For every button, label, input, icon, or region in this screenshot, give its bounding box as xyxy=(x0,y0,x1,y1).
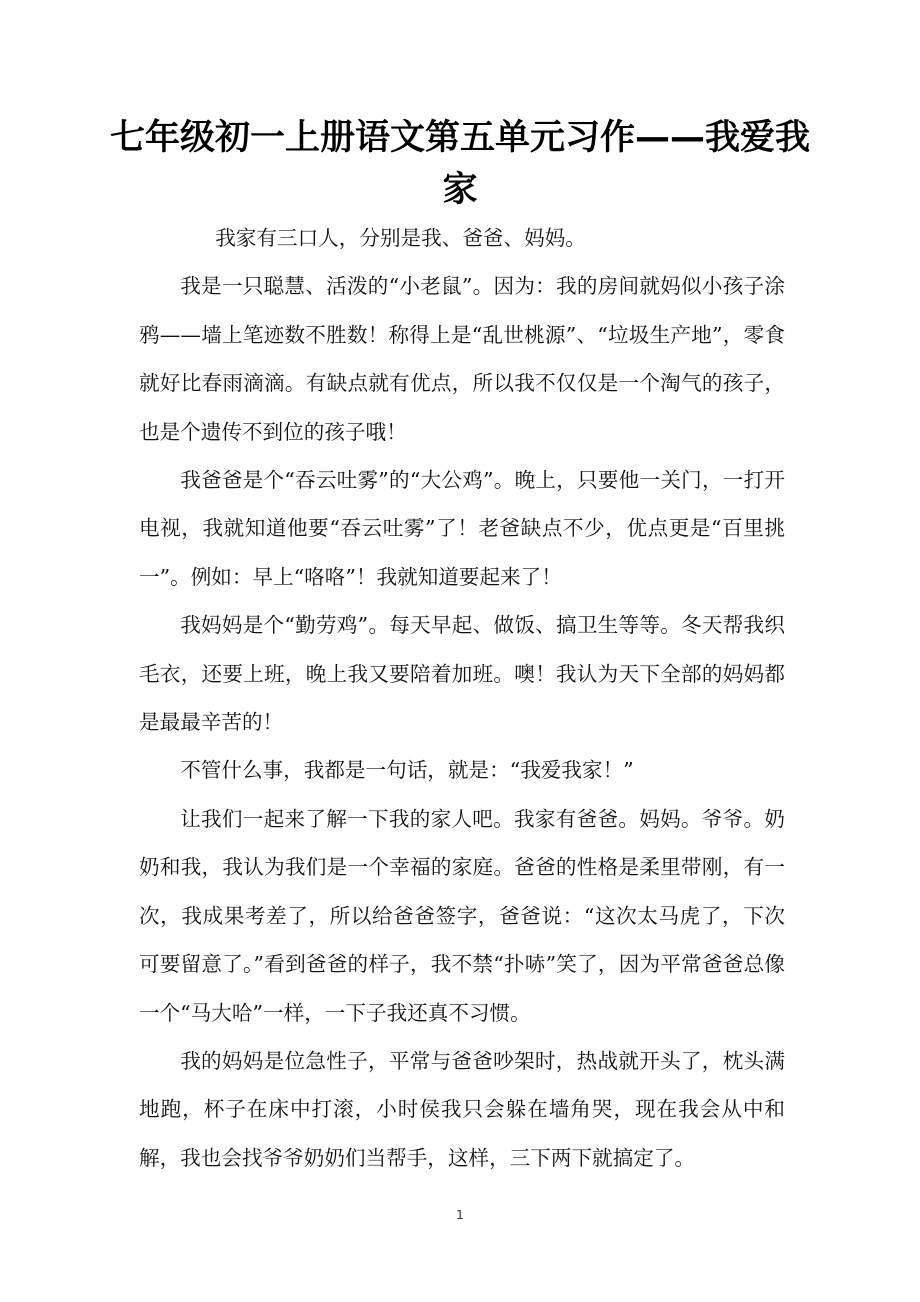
paragraph: 我妈妈是个“勤劳鸡”。每天早起、做饭、搞卫生等等。冬天帮我织毛衣，还要上班，晚上我又要陪着加班。噢！我认为天下全部的妈妈都是最最辛苦的！ xyxy=(139,613,785,735)
document-title: 七年级初一上册语文第五单元习作——我爱我家 xyxy=(110,118,811,210)
paragraph: 我爸爸是个“吞云吐雾”的“大公鸡”。晚上，只要他一关门，一打开电视，我就知道他要“吞云吐雾”了！老爸缺点不少，优点更是“百里挑一”。例如：早上“咯咯”！我就知道要起来了！ xyxy=(139,468,785,589)
paragraph: 让我们一起来了解一下我的家人吧。我家有爸爸。妈妈。爷爷。奶奶和我，我认为我们是一个幸福的家庭。爸爸的性格是柔里带刚，有一次，我成果考差了，所以给爸爸签字，爸爸说：“这次太马虎了，下次可要留意了。”看到爸爸的样子，我不禁“扑哧”笑了，因为平常爸爸总像一个“马大哈”一样，一下子我还真不习惯。 xyxy=(139,806,785,1025)
paragraph: 我家有三口人，分别是我、爸爸、妈妈。 xyxy=(215,226,586,250)
paragraph: 不管什么事，我都是一句话，就是：“我爱我家！” xyxy=(180,758,634,783)
page-number: 1 xyxy=(456,1208,464,1222)
paragraph: 我的妈妈是位急性子，平常与爸爸吵架时，热战就开头了，枕头满地跑，杯子在床中打滚，小时侯我只会躲在墙角哭，现在我会从中和解，我也会找爷爷奶奶们当帮手，这样，三下两下就搞定了。 xyxy=(139,1048,785,1170)
paragraph: 我是一只聪慧、活泼的“小老鼠”。因为：我的房间就妈似小孩子涂鸦——墙上笔迹数不胜数！称得上是“乱世桃源”、“垃圾生产地”，零食就好比春雨滴滴。有缺点就有优点，所以我不仅仅是一个淘气的孩子，也是个遗传不到位的孩子哦！ xyxy=(139,274,785,444)
document-body xyxy=(139,214,785,1182)
